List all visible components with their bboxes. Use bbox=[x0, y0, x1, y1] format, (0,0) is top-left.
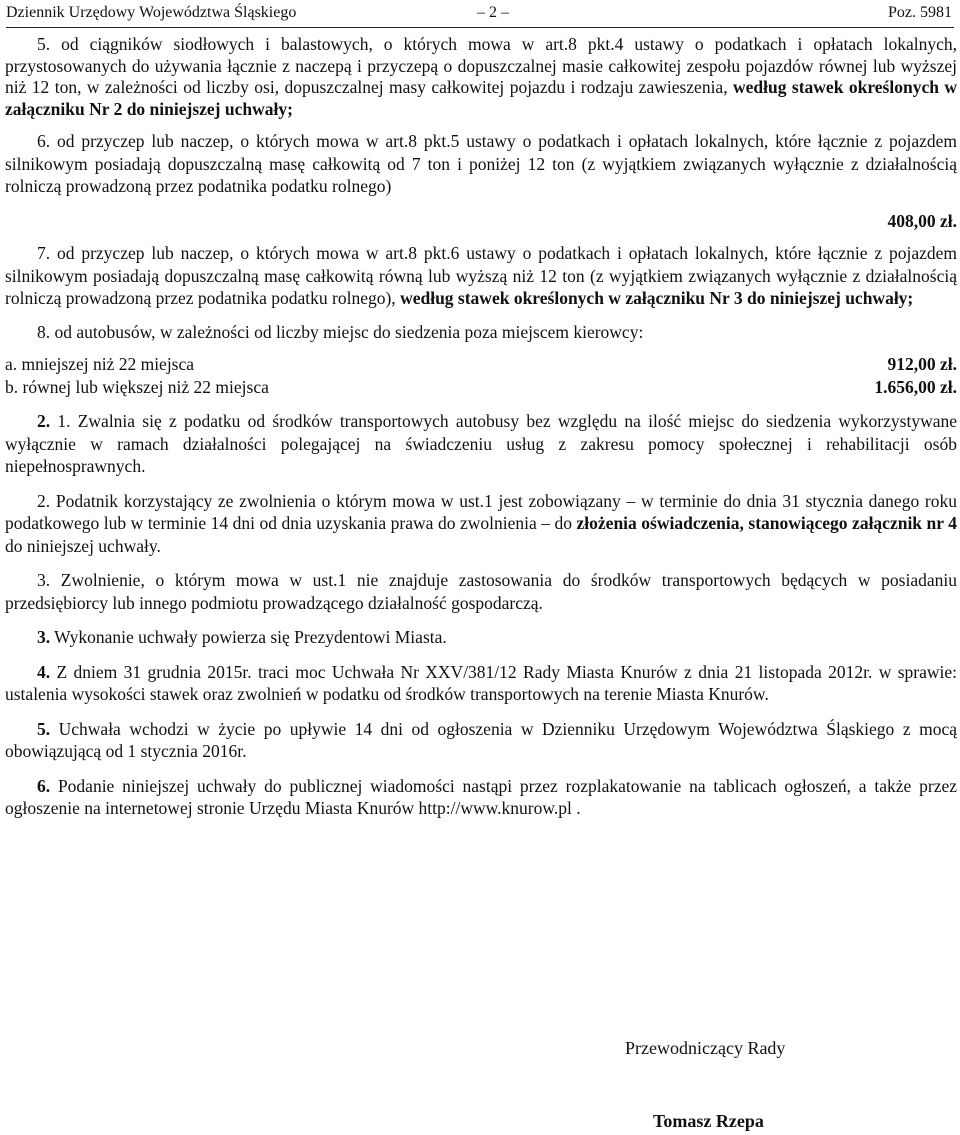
item-8a-label: a. mniejszej niż 22 miejsca bbox=[5, 354, 195, 374]
section-2-paragraph-2 bbox=[5, 490, 957, 558]
section-4-text: Z dniem 31 grudnia 2015r. traci moc Uchwała Nr XXV/381/12 Rady Miasta Knurów z dnia 21 listopada 2012r. w sprawie: ustalenia wysokości stawek oraz zwolnień w podatku od środków transportowych na terenie Miasta Knurów. bbox=[5, 661, 957, 704]
section-2-p2-text: 2. Podatnik korzystający ze zwolnienia o którym mowa w ust.1 jest zobowiązany – w terminie do dnia 31 stycznia danego roku podatkowego lub w terminie 14 dni od dnia uzyskania prawa do zwolnienia – do bbox=[5, 490, 957, 533]
position-number: Poz. 5981 bbox=[888, 4, 952, 21]
section-3-paragraph bbox=[5, 626, 957, 649]
section-2-p2-tail: do niniejszej uchwały. bbox=[5, 535, 161, 556]
item-7-text: 7. od przyczep lub naczep, o których mowa w art.8 pkt.6 ustawy o podatkach i opłatach lokalnych, które łącznie z pojazdem silnikowym posiadają dopuszczalną masę całkowitą równą lub wyższą niż 12 ton (z wyjątkiem związanych wyłącznie z działalnością rolniczą prowadzoną przez podatnika podatku rolnego), bbox=[5, 243, 957, 308]
section-5-text: Uchwała wchodzi w życie po upływie 14 dni od ogłoszenia w Dzienniku Urzędowym Województwa Śląskiego z mocą obowiązującą od 1 stycznia 2016r. bbox=[5, 718, 957, 761]
page-number: – 2 – bbox=[477, 4, 509, 21]
item-7-paragraph bbox=[5, 242, 957, 310]
section-3-number: 3. bbox=[37, 627, 51, 647]
section-2-paragraph-1 bbox=[5, 410, 957, 478]
item-8a-row bbox=[5, 353, 957, 376]
item-8b-row bbox=[5, 376, 957, 399]
section-6-number: 6. bbox=[37, 775, 51, 796]
item-8b-amount: 1.656,00 zł. bbox=[874, 376, 957, 397]
section-6-paragraph bbox=[5, 775, 957, 820]
item-6-paragraph bbox=[5, 130, 957, 198]
document-body bbox=[5, 34, 957, 820]
section-5-number: 5. bbox=[37, 718, 51, 739]
section-2-number: 2. bbox=[37, 411, 51, 431]
signature-role: Przewodniczący Rady bbox=[625, 1038, 786, 1058]
section-4-number: 4. bbox=[37, 661, 51, 682]
section-2-p3-text: 3. Zwolnienie, o którym mowa w ust.1 nie znajduje zastosowania do środków transportowych będących w posiadaniu przedsiębiorcy lub innego podmiotu prowadzącego działalność gospodarczą. bbox=[5, 570, 957, 613]
item-6-amount: 408,00 zł. bbox=[887, 210, 957, 231]
section-3-text: Wykonanie uchwały powierza się Prezydentowi Miasta. bbox=[50, 627, 447, 647]
section-5-paragraph bbox=[5, 718, 957, 763]
item-8-paragraph bbox=[5, 321, 957, 344]
item-5-bold-text: według stawek określonych w załączniku Nr 2 do niniejszej uchwały; bbox=[5, 77, 957, 119]
section-6-text: Podanie niniejszej uchwały do publicznej wiadomości nastąpi przez rozplakatowanie na tablicach ogłoszeń, a także przez ogłoszenie na internetowej stronie Urzędu Miasta Knurów http://www.knurow.pl . bbox=[5, 775, 957, 818]
journal-title: Dziennik Urzędowy Województwa Śląskiego bbox=[6, 4, 297, 21]
section-2-paragraph-3 bbox=[5, 569, 957, 614]
item-6-text: 6. od przyczep lub naczep, o których mowa w art.8 pkt.5 ustawy o podatkach i opłatach lokalnych, które łącznie z pojazdem silnikowym posiadają dopuszczalną masę całkowitą od 7 ton i poniżej 12 ton (z wyjątkiem związanych wyłącznie z działalnością rolniczą prowadzoną przez podatnika podatku rolnego) bbox=[5, 131, 957, 196]
item-7-bold-text: według stawek określonych w załączniku Nr 3 do niniejszej uchwały; bbox=[400, 288, 914, 308]
item-8b-label: b. równej lub większej niż 22 miejsca bbox=[5, 376, 269, 397]
section-2-p2-bold: złożenia oświadczenia, stanowiącego załącznik nr 4 bbox=[576, 513, 958, 533]
signature-name: Tomasz Rzepa bbox=[653, 1111, 764, 1131]
page-header bbox=[6, 1, 954, 28]
section-4-paragraph bbox=[5, 661, 957, 706]
item-5-paragraph bbox=[5, 34, 957, 120]
item-8a-amount: 912,00 zł. bbox=[887, 354, 957, 374]
item-5-text: 5. od ciągników siodłowych i balastowych, o których mowa w art.8 pkt.4 ustawy o podatkach i opłatach lokalnych, przystosowanych do używania łącznie z naczepą i przyczepą o dopuszczalnej masie całkowitej zespołu pojazdów równej lub wyższej niż 12 ton, w zależności od liczby osi, dopuszczalnej masy całkowitej pojazdu i rodzaju zawieszenia, bbox=[5, 34, 957, 97]
section-2-p1-text: 1. Zwalnia się z podatku od środków transportowych autobusy bez względu na ilość miejsc do siedzenia wykorzystywane wyłącznie w ramach działalności polegającej na świadczeniu usług z zakresu pomocy społecznej i rehabilitacji osób niepełnosprawnych. bbox=[5, 411, 957, 476]
item-8-text: 8. od autobusów, w zależności od liczby miejsc do siedzenia poza miejscem kierowcy: bbox=[37, 321, 644, 342]
